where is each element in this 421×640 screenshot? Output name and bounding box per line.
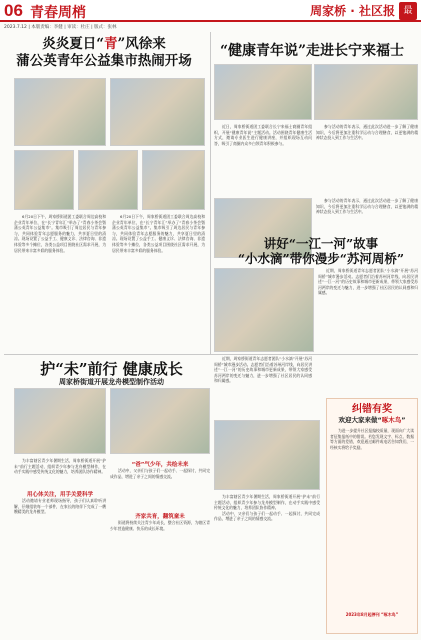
brand-title: 周家桥 · 社区报 [310,4,395,18]
article4-photo-2 [110,388,210,454]
article2-body-left: 近日，周家桥街道团工委联合长宁来福士商圈青年组织，开展“健康青年说”主题活动。活动围绕青年健康生活方式，邀请专业医生进行健康讲座，并组织现场互动问答，吸引了商圈内众多白领青年积极参与。 [214,124,312,146]
article1-photo-1 [14,78,106,146]
article2-body-right-2: 参与活动的青年表示，通过此次活动进一步了解了健康知识，今后将更加注重科学运动与合理膳食，以更饱满的精神状态投入到工作与生活中。 [316,198,418,215]
sidebar-footer: 2023年8月起停刊 “啄木鸟” [345,612,399,617]
article3-body-1: 近期，周家桥街道青年志愿者团队“小水滴”开展“苏河周桥”城市漫步活动。志愿者们沿着苏州河岸线，向居民讲述“一江一河”的历史故事和城市更新成果，带领大家感受苏河两岸的变迁与魅力，进一步增强了社区居民的认同感和归属感。 [214,356,312,384]
article1-photo-3 [14,150,74,210]
article4-body-2: 为丰富辖区青少年暑期生活，周家桥街道开展“护未”前行主题活动，组织青少年参与龙舟模型制作，在动手实践中感受传统文化的魅力，培养团队协作精神。 活动中，父亲们与孩子们一起动手、一起探讨，共同完成作品，增进了亲子之间的情感交流。 [214,494,320,522]
page-number: 06 [4,1,23,20]
article4-body: 为丰富辖区青少年暑期生活，周家桥街道开展“护未”前行主题活动，组织青少年参与龙舟模型制作，在动手实践中感受传统文化的魅力，培养团队协作精神。 [14,458,106,475]
article1-photo-2 [110,78,205,146]
article2-photo-1 [214,64,312,120]
article1-headline: 炎炎夏日“青”风徐来 蒲公英青年公益集市热闹开场 [16,36,192,69]
article4-sub1-body: 活动邀请专业老师现场指导，孩子们认真聆听讲解，仔细组装每一个部件，在家长的陪伴下完成了一艘艘精美的龙舟模型。 [14,498,106,515]
article2-body-right: 参与活动的青年表示，通过此次活动进一步了解了健康知识，今后将更加注重科学运动与合理膳食，以更饱满的精神状态投入到工作与生活中。 [316,124,418,141]
article1-photo-4 [78,150,138,210]
article4-sub3-body: 街道将持续关注青少年成长，整合社区资源，为辖区青少年营造健康、快乐的成长环境。 [110,520,210,531]
article1-body-col2: 6月20日下午，周家桥街道团工委联合周边高校和企业青年单位，在“长宁青年汇”举办了“青春小茶会暨蒲公英青年公益集市”。集市吸引了周边居民与青年参与，共同体验青年志愿服务的魅力，共享夏日里的清凉。现场设置了公益手工、健康义诊、法律咨询、非遗体验等多个摊位，各类公益项目围绕社区需求开展，为居民带来丰富多彩的服务体验。 [112,214,205,253]
article3-body-2: 近期，周家桥街道青年志愿者团队“小水滴”开展“苏河周桥”城市漫步活动。志愿者们沿着苏州河岸线，向居民讲述“一江一河”的历史故事和城市更新成果，带领大家感受苏河两岸的变迁与魅力，进一步增强了社区居民的认同感和归属感。 [318,268,418,296]
sidebar-body: 为进一步提升社区报编校质量，现面向广大读者征集报纸中的错误。若您发现文字、标点、数据等方面的差错，欢迎通过邮件或电话告知我们，一经核实将给予奖励。 [330,428,414,450]
article3-photo [214,268,314,352]
sidebar-subtitle: 欢迎大家来做“啄木鸟” [338,416,406,424]
article2-headline: “健康青年说”走进长宁来福士 [219,43,405,59]
article1-photo-5 [142,150,205,210]
article4-sub2: “爸”气少年，共绘未来 [131,462,189,468]
article4-sub3: 齐家共育，翻筑童未 [135,514,185,520]
column-divider [210,32,211,354]
article4-subhead: 周家桥街道开展龙舟模型制作活动 [59,378,164,386]
brand-badge: 最 [399,2,417,20]
section-title: 青春周梢 [30,5,86,21]
article4-sub2-body: 活动中，父亲们与孩子们一起动手、一起探讨，共同完成作品，增进了亲子之间的情感交流。 [110,468,210,479]
article4-sub1: 用心体关注，用手关爱科学 [26,492,93,498]
article1-body-col1: 6月20日下午，周家桥街道团工委联合周边高校和企业青年单位，在“长宁青年汇”举办了“青春小茶会暨蒲公英青年公益集市”。集市吸引了周边居民与青年参与，共同体验青年志愿服务的魅力，共享夏日里的清凉。现场设置了公益手工、健康义诊、法律咨询、非遗体验等多个摊位，各类公益项目围绕社区需求开展，为居民带来丰富多彩的服务体验。 [14,214,106,253]
article4-photo-1 [14,388,106,454]
article2-photo-2 [314,64,418,120]
sidebar-title: 纠错有奖 [352,404,392,415]
article4-headline: 护“未”前行 健康成长 [40,360,183,378]
date-line: 2023.7.12 | 本版责编：李健 | 审读：杜庄 | 版式：张林 [4,25,117,30]
article4-photo-3 [214,420,320,490]
article3-headline: 讲好“一江一河”故事 “小水滴”带你漫步“苏河周桥” [237,236,405,266]
